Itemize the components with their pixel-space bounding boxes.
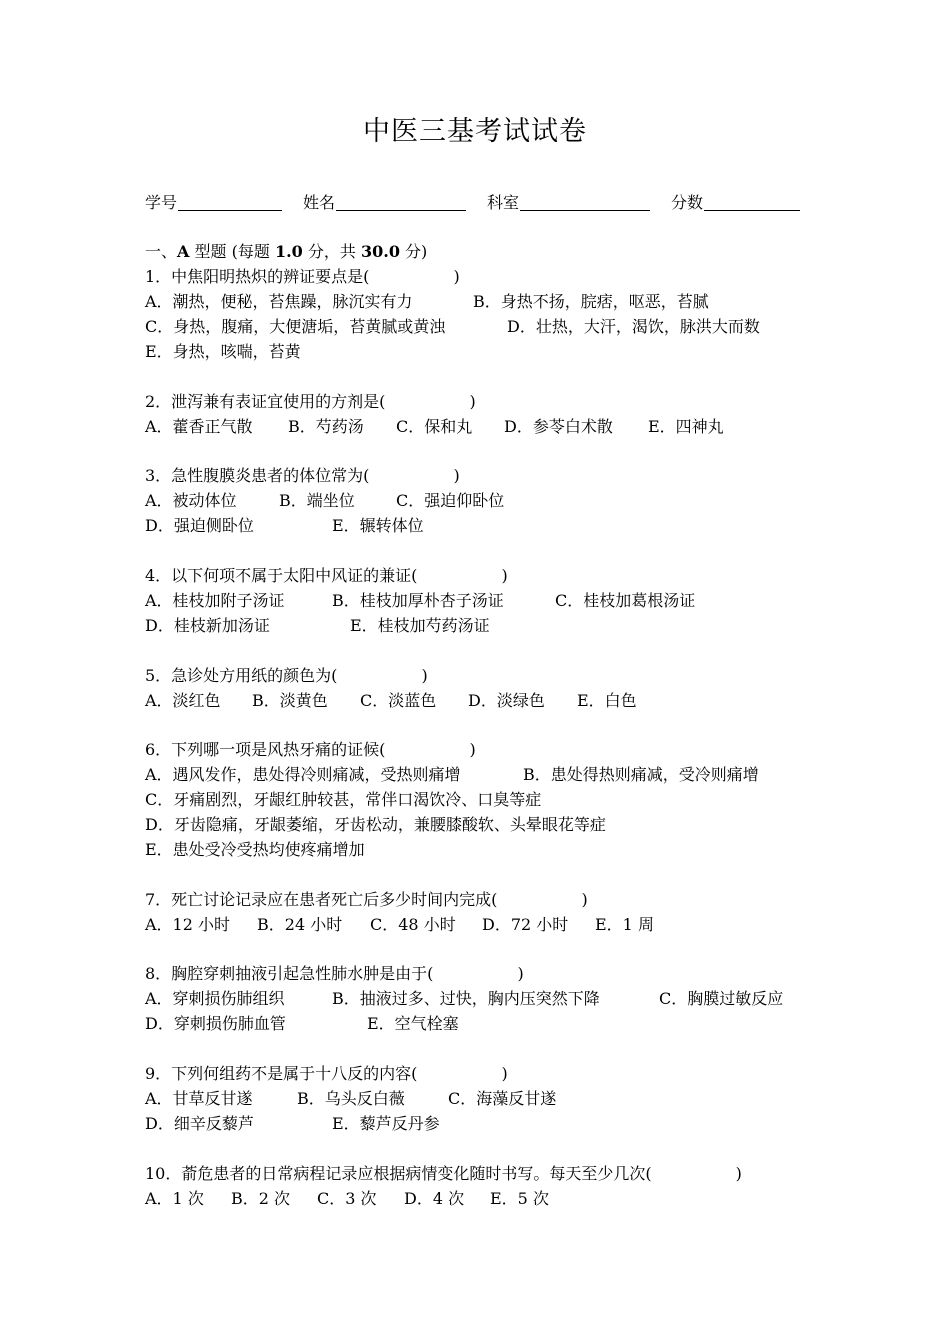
answer-paren-close: ) xyxy=(501,566,508,585)
question-text: 4．以下何项不属于太阳中风证的兼证( xyxy=(145,566,418,585)
question-text: 8．胸腔穿刺抽液引起急性肺水肿是由于( xyxy=(145,964,434,983)
option-e[interactable]: E．5 次 xyxy=(490,1189,549,1208)
answer-paren-close: ) xyxy=(581,890,588,909)
option-b[interactable]: B．身热不扬，脘痞，呕恶，苔腻 xyxy=(473,292,709,311)
option-a[interactable]: A．1 次 xyxy=(145,1189,204,1208)
exam-info-row xyxy=(145,191,825,215)
department-field xyxy=(487,191,650,215)
option-b[interactable]: B．抽液过多、过快，胸内压突然下降 xyxy=(332,989,600,1008)
student-id-blank[interactable] xyxy=(178,194,282,211)
option-d[interactable]: D．参苓白术散 xyxy=(504,417,613,436)
question-text: 2．泄泻兼有表证宜使用的方剂是( xyxy=(145,392,386,411)
option-row xyxy=(145,414,825,439)
question-stem xyxy=(145,264,460,289)
option-row xyxy=(145,588,825,613)
question-stem xyxy=(145,389,476,414)
option-row xyxy=(145,1111,825,1136)
question-stem xyxy=(145,663,428,688)
question-stem xyxy=(145,1161,742,1186)
option-row xyxy=(145,837,365,862)
question-text: 1．中焦阳明热炽的辨证要点是( xyxy=(145,267,370,286)
answer-paren-close: ) xyxy=(501,1064,508,1083)
option-c[interactable]: C．3 次 xyxy=(317,1189,377,1208)
question-stem xyxy=(145,737,476,762)
answer-paren-close: ) xyxy=(469,740,476,759)
section-total-score: 30.0 xyxy=(361,242,400,261)
question-stem xyxy=(145,463,460,488)
option-d[interactable]: D．72 小时 xyxy=(482,915,569,934)
option-row xyxy=(145,339,301,364)
option-a[interactable]: A．遇风发作，患处得冷则痛减，受热则痛增 xyxy=(145,765,461,784)
option-c[interactable]: C．桂枝加葛根汤证 xyxy=(555,591,696,610)
option-e[interactable]: E．患处受冷受热均使疼痛增加 xyxy=(145,840,365,859)
section-type-suffix: 型题 xyxy=(189,242,232,261)
option-row xyxy=(145,488,825,513)
option-a[interactable]: A．淡红色 xyxy=(145,691,221,710)
department-label: 科室 xyxy=(487,193,520,212)
section-detail-mid: 分，共 xyxy=(302,242,361,261)
option-a[interactable]: A．桂枝加附子汤证 xyxy=(145,591,285,610)
option-b[interactable]: B．桂枝加厚朴杏子汤证 xyxy=(332,591,504,610)
department-blank[interactable] xyxy=(520,194,650,211)
section-prefix: 一、 xyxy=(145,242,178,261)
option-c[interactable]: C．强迫仰卧位 xyxy=(396,491,505,510)
option-c[interactable]: C．保和丸 xyxy=(396,417,473,436)
option-e[interactable]: E．辗转体位 xyxy=(332,516,424,535)
option-e[interactable]: E．1 周 xyxy=(595,915,654,934)
option-row xyxy=(145,986,825,1011)
option-b[interactable]: B．端坐位 xyxy=(279,491,355,510)
option-c[interactable]: C．胸膜过敏反应 xyxy=(659,989,784,1008)
question-stem xyxy=(145,1061,508,1086)
name-label: 姓名 xyxy=(303,193,336,212)
option-a[interactable]: A．潮热，便秘，苔焦躁，脉沉实有力 xyxy=(145,292,413,311)
option-c[interactable]: C．48 小时 xyxy=(370,915,456,934)
question-text: 9．下列何组药不是属于十八反的内容( xyxy=(145,1064,418,1083)
option-b[interactable]: B．乌头反白薇 xyxy=(297,1089,405,1108)
answer-paren-close: ) xyxy=(453,466,460,485)
student-id-label: 学号 xyxy=(145,193,178,212)
option-row xyxy=(145,613,825,638)
option-a[interactable]: A．穿刺损伤肺组织 xyxy=(145,989,285,1008)
option-row xyxy=(145,688,825,713)
option-b[interactable]: B．24 小时 xyxy=(257,915,343,934)
section-detail-close: 分) xyxy=(399,242,428,261)
option-row xyxy=(145,1086,825,1111)
question-text: 6．下列哪一项是风热牙痛的证候( xyxy=(145,740,386,759)
question-stem xyxy=(145,563,508,588)
option-e[interactable]: E．藜芦反丹参 xyxy=(332,1114,440,1133)
answer-paren-close: ) xyxy=(421,666,428,685)
option-d[interactable]: D．强迫侧卧位 xyxy=(145,516,254,535)
option-a[interactable]: A．甘草反甘遂 xyxy=(145,1089,253,1108)
question-stem xyxy=(145,887,588,912)
score-label: 分数 xyxy=(671,193,704,212)
option-e[interactable]: E．空气栓塞 xyxy=(367,1014,459,1033)
option-c[interactable]: C．牙痛剧烈，牙龈红肿较甚，常伴口渴饮冷、口臭等症 xyxy=(145,790,542,809)
option-a[interactable]: A．藿香正气散 xyxy=(145,417,253,436)
score-field xyxy=(671,191,800,215)
answer-paren-close: ) xyxy=(735,1164,742,1183)
option-d[interactable]: D．淡绿色 xyxy=(468,691,545,710)
option-b[interactable]: B．患处得热则痛减，受冷则痛增 xyxy=(523,765,759,784)
answer-paren-close: ) xyxy=(469,392,476,411)
option-b[interactable]: B．2 次 xyxy=(231,1189,291,1208)
option-d[interactable]: D．壮热，大汗，渴饮，脉洪大而数 xyxy=(507,317,760,336)
question-text: 10．萮危患者的日常病程记录应根据病情变化随时书写。每天至少几次( xyxy=(145,1164,652,1183)
option-row xyxy=(145,912,825,937)
option-b[interactable]: B．淡黄色 xyxy=(252,691,328,710)
page-title: 中医三基考试试卷 xyxy=(363,116,587,147)
option-d[interactable]: D．细辛反藜芦 xyxy=(145,1114,254,1133)
option-row xyxy=(145,812,606,837)
option-e[interactable]: E．身热，咳喘，苔黄 xyxy=(145,342,301,361)
question-text: 7．死亡讨论记录应在患者死亡后多少时间内完成( xyxy=(145,890,498,909)
question-text: 3．急性腹膜炎患者的体位常为( xyxy=(145,466,370,485)
option-a[interactable]: A．被动体位 xyxy=(145,491,237,510)
answer-paren-close: ) xyxy=(453,267,460,286)
section-detail-open: (每题 xyxy=(231,242,275,261)
question-stem xyxy=(145,961,524,986)
name-blank[interactable] xyxy=(336,194,466,211)
option-row xyxy=(145,513,825,538)
option-a[interactable]: A．12 小时 xyxy=(145,915,231,934)
option-d[interactable]: D．穿刺损伤肺血管 xyxy=(145,1014,286,1033)
option-d[interactable]: D．牙齿隐痛，牙龈萎缩，牙齿松动，兼腰膝酸软、头晕眼花等症 xyxy=(145,815,606,834)
option-row xyxy=(145,314,825,339)
option-e[interactable]: E．四神丸 xyxy=(648,417,724,436)
name-field xyxy=(303,191,466,215)
option-b[interactable]: B．芍药汤 xyxy=(288,417,364,436)
option-row xyxy=(145,1186,825,1211)
option-row xyxy=(145,787,541,812)
option-c[interactable]: C．淡蓝色 xyxy=(360,691,437,710)
answer-paren-close: ) xyxy=(517,964,524,983)
option-row xyxy=(145,762,825,787)
option-d[interactable]: D．桂枝新加汤证 xyxy=(145,616,270,635)
section-per-score: 1.0 xyxy=(274,242,303,261)
option-e[interactable]: E．白色 xyxy=(577,691,637,710)
option-row xyxy=(145,1011,825,1036)
section-header xyxy=(145,239,427,264)
option-c[interactable]: C．海藻反甘遂 xyxy=(448,1089,557,1108)
student-id-field xyxy=(145,191,282,215)
option-c[interactable]: C．身热，腹痛，大便溏垢，苔黄腻或黄浊 xyxy=(145,317,446,336)
option-d[interactable]: D．4 次 xyxy=(404,1189,465,1208)
option-e[interactable]: E．桂枝加芍药汤证 xyxy=(350,616,490,635)
score-blank[interactable] xyxy=(704,194,800,211)
option-row xyxy=(145,289,825,314)
question-text: 5．急诊处方用纸的颜色为( xyxy=(145,666,338,685)
section-type-label: A xyxy=(177,242,190,261)
